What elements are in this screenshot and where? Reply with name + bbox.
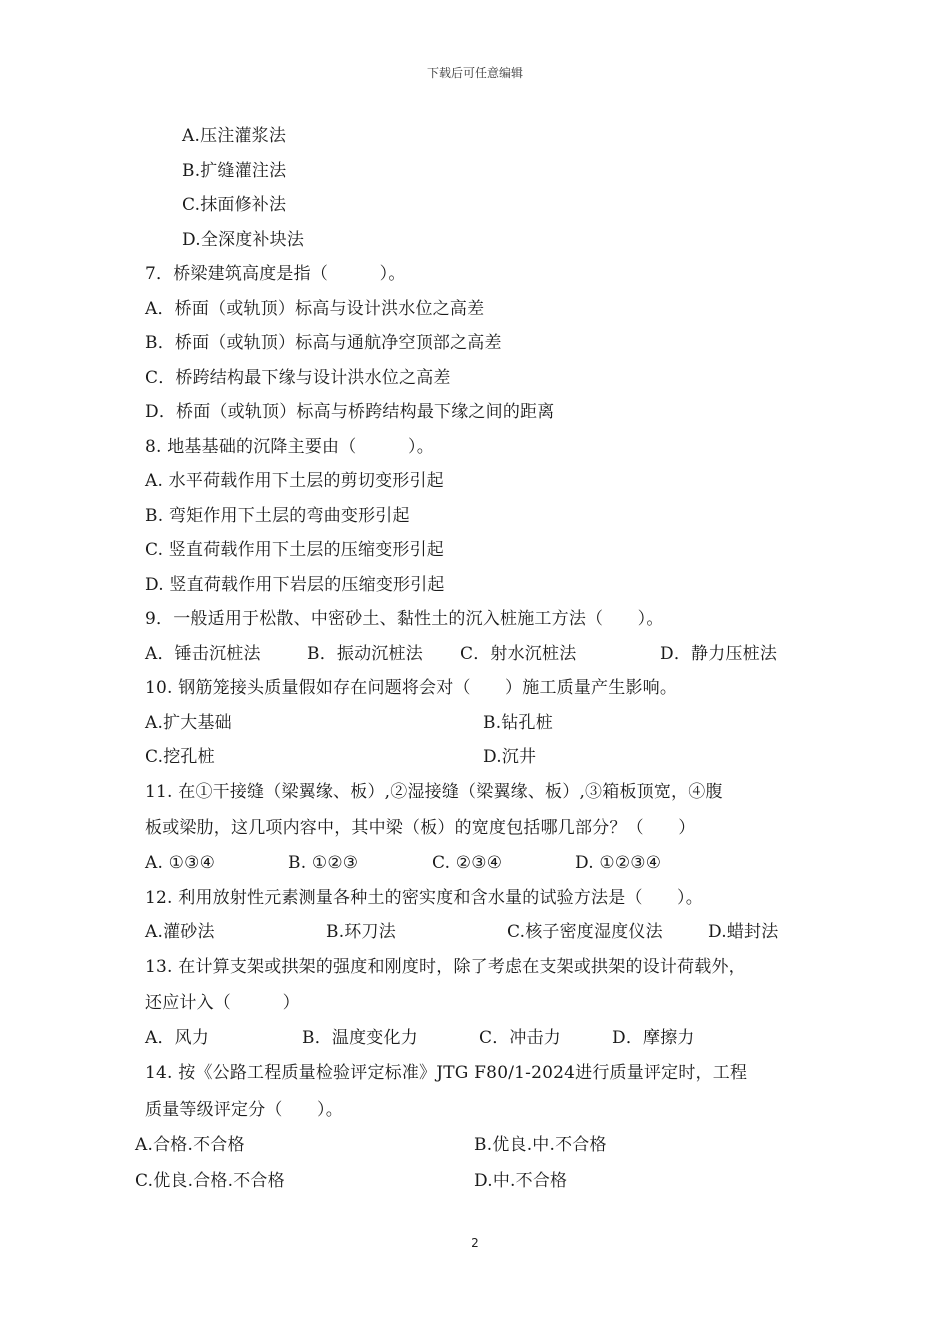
q11-option-b: B. ①②③ — [288, 853, 359, 873]
q12-option-b: B.环刀法 — [326, 922, 396, 942]
q14-option-c: C.优良.合格.不合格 — [135, 1171, 285, 1191]
q13-option-a: A．风力 — [145, 1028, 210, 1048]
q10-stem: 10. 钢筋笼接头质量假如存在问题将会对（ ）施工质量产生影响。 — [145, 678, 678, 698]
q9-option-a: A．锤击沉桩法 — [145, 644, 261, 664]
q6-option-b: B.扩缝灌注法 — [182, 161, 287, 181]
q9-option-b: B．振动沉桩法 — [307, 644, 423, 664]
q11-option-c: C. ②③④ — [432, 853, 503, 873]
q14-option-b: B.优良.中.不合格 — [474, 1135, 607, 1155]
q9-stem: 9．一般适用于松散、中密砂土、黏性土的沉入桩施工方法（ ）。 — [145, 609, 664, 629]
q10-option-d: D.沉井 — [483, 747, 537, 767]
q6-option-c: C.抹面修补法 — [182, 195, 287, 215]
q10-option-b: B.钻孔桩 — [483, 713, 553, 733]
q8-stem: 8. 地基基础的沉降主要由（ ）。 — [145, 437, 434, 457]
q10-option-c: C.挖孔桩 — [145, 747, 215, 767]
q7-option-a: A．桥面（或轨顶）标高与设计洪水位之高差 — [145, 299, 485, 319]
q14-option-a: A.合格.不合格 — [135, 1135, 245, 1155]
header-watermark: 下载后可任意编辑 — [426, 66, 523, 80]
q8-option-d: D. 竖直荷载作用下岩层的压缩变形引起 — [145, 575, 445, 595]
q6-option-a: A.压注灌浆法 — [182, 126, 287, 146]
q7-stem: 7．桥梁建筑高度是指（ ）。 — [145, 264, 406, 284]
q11-stem-line2: 板或梁肋，这几项内容中，其中梁（板）的宽度包括哪几部分？（ ） — [145, 818, 696, 838]
q9-option-c: C．射水沉桩法 — [460, 644, 577, 664]
q9-option-d: D．静力压桩法 — [660, 644, 778, 664]
q12-option-c: C.核子密度湿度仪法 — [507, 922, 663, 942]
q12-stem: 12. 利用放射性元素测量各种土的密实度和含水量的试验方法是（ ）。 — [145, 888, 703, 908]
q12-option-d: D.蜡封法 — [708, 922, 779, 942]
q14-stem-line1: 14. 按《公路工程质量检验评定标准》JTG F80/1-2024进行质量评定时，工程 — [145, 1063, 748, 1083]
q14-stem-line2: 质量等级评定分（ ）。 — [145, 1100, 343, 1120]
q7-option-c: C．桥跨结构最下缘与设计洪水位之高差 — [145, 368, 451, 388]
q11-stem-line1: 11. 在①干接缝（梁翼缘、板）,②湿接缝（梁翼缘、板）,③箱板顶宽，④腹 — [145, 782, 723, 802]
q11-option-a: A. ①③④ — [145, 853, 216, 873]
q13-stem-line2: 还应计入（ ） — [145, 993, 300, 1013]
q8-option-b: B. 弯矩作用下土层的弯曲变形引起 — [145, 506, 410, 526]
page-number: 2 — [471, 1236, 479, 1250]
q13-option-b: B．温度变化力 — [302, 1028, 418, 1048]
q8-option-a: A. 水平荷载作用下土层的剪切变形引起 — [145, 471, 444, 491]
q10-option-a: A.扩大基础 — [145, 713, 232, 733]
q13-stem-line1: 13. 在计算支架或拱架的强度和刚度时，除了考虑在支架或拱架的设计荷载外， — [145, 957, 746, 977]
q12-option-a: A.灌砂法 — [145, 922, 215, 942]
q7-option-d: D．桥面（或轨顶）标高与桥跨结构最下缘之间的距离 — [145, 402, 555, 422]
q14-option-d: D.中.不合格 — [474, 1171, 568, 1191]
q11-option-d: D. ①②③④ — [575, 853, 662, 873]
q7-option-b: B．桥面（或轨顶）标高与通航净空顶部之高差 — [145, 333, 502, 353]
q13-option-c: C．冲击力 — [479, 1028, 562, 1048]
q6-option-d: D.全深度补块法 — [182, 230, 305, 250]
q8-option-c: C. 竖直荷载作用下土层的压缩变形引起 — [145, 540, 445, 560]
q13-option-d: D．摩擦力 — [612, 1028, 695, 1048]
